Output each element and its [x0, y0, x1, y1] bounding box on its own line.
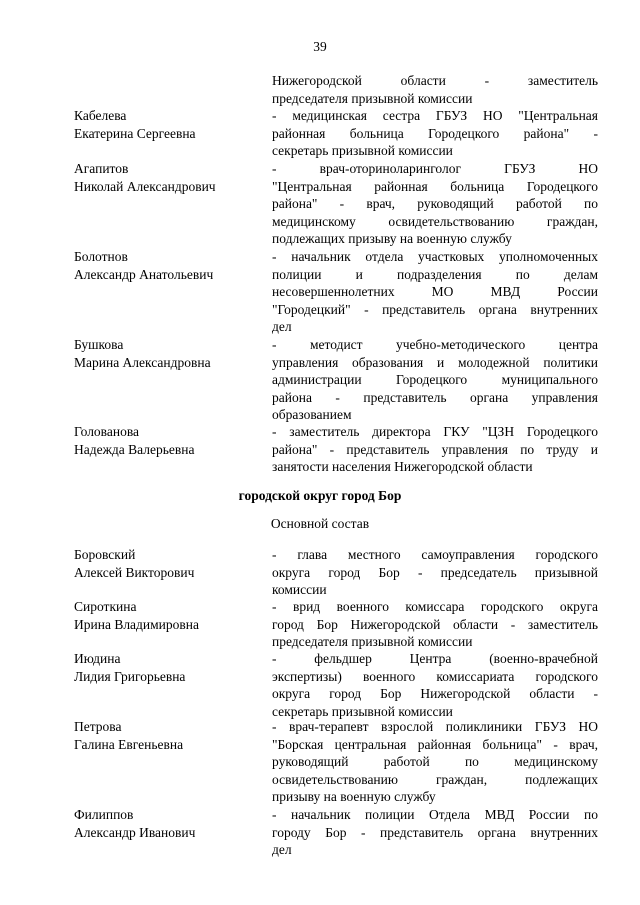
member-given-names: Галина Евгеньевна [74, 736, 184, 752]
member-given-names: Алексей Викторович [74, 564, 195, 580]
member-given-names: Надежда Валерьевна [74, 441, 195, 457]
member-surname: Филиппов [74, 807, 134, 822]
role-line: "Городецкий" - представитель органа внутренних [272, 301, 598, 317]
role-line: района - представитель органа управления [272, 389, 598, 405]
member-surname: Боровский [74, 547, 136, 562]
role-line: районная больница Городецкого района" - [272, 125, 598, 141]
member-surname: Кабелева [74, 108, 127, 123]
member-surname: Болотнов [74, 249, 128, 264]
member-name [74, 806, 264, 841]
role-line: управления образования и молодежной политики [272, 354, 598, 370]
member-given-names: Александр Анатольевич [74, 266, 214, 282]
member-name [74, 423, 264, 458]
role-line: округа город Бор - председатель призывной [272, 564, 598, 580]
member-name [74, 546, 264, 581]
member-given-names: Александр Иванович [74, 824, 196, 840]
member-given-names: Марина Александровна [74, 354, 211, 370]
role-line: - методист учебно-методического центра [272, 337, 598, 352]
subsection-title: Основной состав [270, 516, 370, 531]
member-given-names: Екатерина Сергеевна [74, 125, 196, 141]
role-line: - начальник полиции Отдела МВД России по [272, 807, 598, 822]
member-surname: Июдина [74, 651, 121, 666]
role-line: руководящий работой по медицинскому [272, 754, 598, 770]
role-line: - медицинская сестра ГБУЗ НО "Центральная [272, 108, 598, 123]
role-line: образованием [272, 407, 352, 423]
member-role [272, 107, 598, 160]
member-role [272, 546, 598, 599]
role-line: округа город Бор Нижегородской области - [272, 686, 598, 702]
role-line: - глава местного самоуправления городского [272, 547, 598, 562]
member-role [272, 336, 598, 424]
member-name [74, 718, 264, 753]
role-line: "Центральная районная больница Городецкого [272, 178, 598, 194]
member-given-names: Ирина Владимировна [74, 616, 200, 632]
section-title: городской округ город Бор [238, 488, 402, 503]
member-name [74, 336, 264, 371]
role-line: занятости населения Нижегородской области [272, 459, 533, 475]
member-role [272, 598, 598, 651]
role-line: город Бор Нижегородской области - заместитель [272, 616, 598, 632]
member-role [272, 72, 598, 107]
role-line: городу Бор - представитель органа внутренних [272, 824, 598, 840]
role-line: несовершеннолетних МО МВД России [272, 284, 598, 300]
role-line: председателя призывной комиссии [272, 90, 473, 106]
role-line: - врид военного комиссара городского округа [272, 599, 598, 614]
role-line: района" - представитель управления по труду и [272, 441, 598, 457]
member-given-names: Лидия Григорьевна [74, 668, 186, 684]
role-line: председателя призывной комиссии [272, 634, 473, 650]
member-surname: Сироткина [74, 599, 137, 614]
member-role [272, 806, 598, 859]
member-surname: Петрова [74, 719, 122, 734]
role-line: дел [272, 842, 292, 858]
role-line: медицинскому освидетельствованию граждан, [272, 213, 598, 229]
member-name [74, 160, 264, 195]
member-surname: Бушкова [74, 337, 124, 352]
role-line: района" - врач, руководящий работой по [272, 196, 598, 212]
member-role [272, 650, 598, 720]
member-surname: Голованова [74, 424, 140, 439]
role-line: - начальник отдела участковых уполномоченных [272, 249, 598, 264]
role-line: секретарь призывной комиссии [272, 703, 453, 719]
member-surname: Агапитов [74, 161, 129, 176]
member-role [272, 718, 598, 806]
page-number: 39 [313, 39, 327, 54]
role-line: - врач-терапевт взрослой поликлиники ГБУЗ НО [272, 719, 598, 734]
member-name [74, 650, 264, 685]
role-line: экспертизы) военного комиссариата городского [272, 668, 598, 684]
member-role [272, 423, 598, 476]
role-line: дел [272, 319, 292, 335]
member-name [74, 107, 264, 142]
role-line: Нижегородской области - заместитель [272, 73, 598, 88]
role-line: "Борская центральная районная больница" - врач, [272, 736, 598, 752]
member-name [74, 248, 264, 283]
role-line: комиссии [272, 582, 327, 598]
role-line: - врач-оториноларинголог ГБУЗ НО [272, 161, 598, 176]
member-role [272, 160, 598, 248]
role-line: призыву на военную службу [272, 789, 436, 805]
role-line: администрации Городецкого муниципального [272, 372, 598, 388]
role-line: полиции и подразделения по делам [272, 266, 598, 282]
member-name [74, 598, 264, 633]
role-line: - фельдшер Центра (военно-врачебной [272, 651, 598, 666]
role-line: - заместитель директора ГКУ "ЦЗН Городецкого [272, 424, 598, 439]
member-role [272, 248, 598, 336]
role-line: секретарь призывной комиссии [272, 143, 453, 159]
role-line: освидетельствованию граждан, подлежащих [272, 771, 598, 787]
member-given-names: Николай Александрович [74, 178, 216, 194]
role-line: подлежащих призыву на военную службу [272, 231, 512, 247]
